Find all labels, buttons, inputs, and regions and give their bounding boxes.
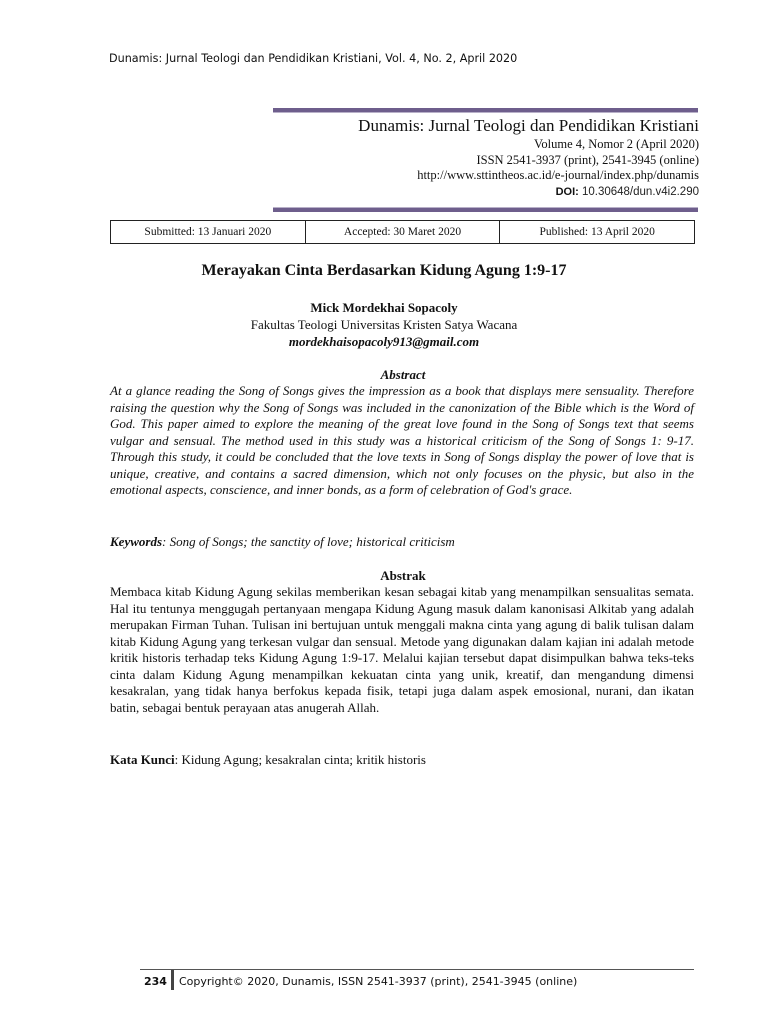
article-dates-box — [110, 220, 695, 244]
abstrak-heading: Abstrak — [380, 568, 426, 583]
journal-rule-bottom — [273, 207, 698, 212]
journal-url-link[interactable]: http://www.sttintheos.ac.id/e-journal/index.php/dunamis — [417, 168, 699, 182]
journal-issn: ISSN 2541-3937 (print), 2541-3945 (online) — [476, 152, 699, 167]
keywords-label: Keywords — [110, 534, 162, 549]
journal-doi — [358, 185, 699, 199]
kata-kunci-label: Kata Kunci — [110, 752, 175, 767]
footer-copyright: Copyright© 2020, Dunamis, ISSN 2541-3937 (print), 2541-3945 (online) — [179, 975, 578, 988]
keywords-line — [110, 534, 455, 550]
keywords-value: : Song of Songs; the sanctity of love; historical criticism — [162, 534, 455, 549]
accepted-date: Accepted: 30 Maret 2020 — [305, 221, 500, 243]
abstract-heading: Abstract — [380, 367, 426, 382]
author-email: mordekhaisopacoly913@gmail.com — [288, 334, 480, 349]
kata-kunci-line — [110, 752, 426, 768]
journal-name: Dunamis: Jurnal Teologi dan Pendidikan Kristiani — [358, 116, 699, 135]
article-title: Merayakan Cinta Berdasarkan Kidung Agung 1:9-17 — [201, 262, 567, 279]
doi-link[interactable]: 10.30648/dun.v4i2.290 — [581, 185, 699, 198]
submitted-date: Submitted: 13 Januari 2020 — [144, 226, 272, 238]
doi-label: DOI: — [555, 185, 579, 198]
published-date: Published: 13 April 2020 — [499, 221, 694, 243]
journal-info — [358, 117, 699, 198]
abstrak-body: Membaca kitab Kidung Agung sekilas memberikan kesan sebagai kitab yang menampilkan sensualitas semata. Hal itu tentunya menggugah pertanyaan mengapa Kidung Agung masuk dalam kanonisasi Alkitab yang adalah merupakan Firman Tuhan. Tulisan ini bertujuan untuk menggali makna cinta yang agung di balik tulisan dalam kitab Kidung Agung yang terkesan vulgar dan sensual. Metode yang digunakan dalam kajian ini adalah metode kritik historis terhadap teks Kidung Agung 1:9-17. Melalui kajian tersebut dapat disimpulkan bahwa teks-teks cinta dalam Kidung Agung menampilkan kekuatan cinta yang unik, kreatif, dan mengandung dimensi kesakralan, yang tidak hanya berfokus kepada fisik, tetapi juga dalam aspek emosional, nurani, dan ikatan batin, sebagai bentuk perayaan atas anugerah Allah. — [110, 584, 694, 715]
abstract-body: At a glance reading the Song of Songs gives the impression as a book that displays mere sensuality. Therefore raising the question why the Song of Songs was included in the canonization of the Bible which is the Word of God. This paper aimed to explore the meaning of the great love found in the Song of Songs text that seems vulgar and sensual. The method used in this study was a historical criticism of the Song of Songs 1: 9-17. Through this study, it could be concluded that the love texts in Song of Songs display the power of love that is unique, creative, and contains a sacred dimension, which not only focuses on the physic, but also in the emotional aspects, conscience, and inner bonds, as a form of celebration of God's grace. — [110, 383, 694, 497]
author-name: Mick Mordekhai Sopacoly — [310, 300, 458, 315]
footer-rule — [140, 969, 694, 970]
footer-separator — [171, 970, 174, 990]
running-header: Dunamis: Jurnal Teologi dan Pendidikan Kristiani, Vol. 4, No. 2, April 2020 — [109, 52, 518, 65]
author-affiliation: Fakultas Teologi Universitas Kristen Satya Wacana — [250, 317, 518, 332]
journal-rule-top — [273, 108, 698, 113]
kata-kunci-value: : Kidung Agung; kesakralan cinta; kritik historis — [174, 752, 426, 767]
page-number: 234 — [144, 975, 167, 988]
journal-volume: Volume 4, Nomor 2 (April 2020) — [533, 137, 699, 151]
